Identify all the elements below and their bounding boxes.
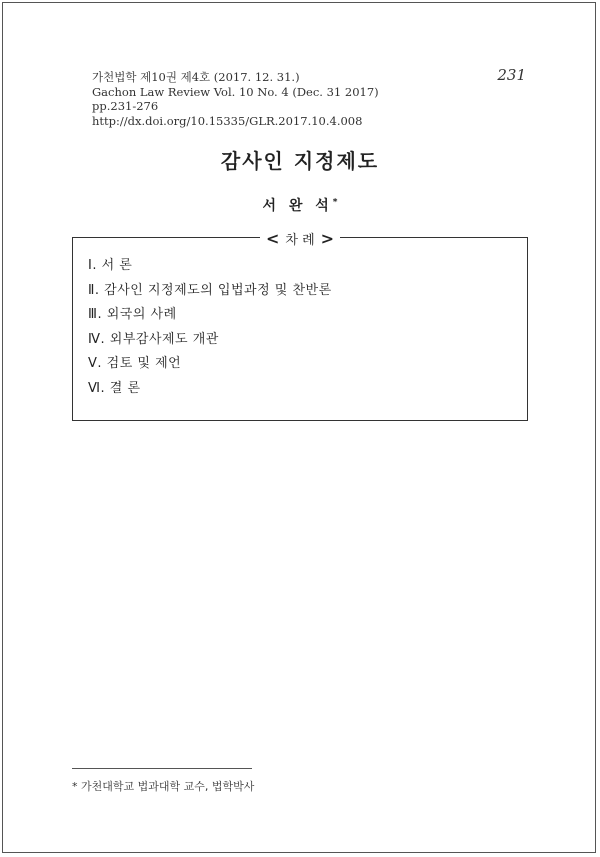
- toc-list: [88, 254, 332, 401]
- journal-issue-korean: 가천법학 제10권 제4호 (2017. 12. 31.): [92, 70, 300, 84]
- toc-item: Ⅰ. 서 론: [88, 258, 133, 273]
- doi-link[interactable]: http://dx.doi.org/10.15335/GLR.2017.10.4.008: [92, 113, 363, 128]
- left-angle-bracket-icon: <: [265, 228, 280, 248]
- toc-item: Ⅳ. 외부감사제도 개관: [88, 331, 219, 347]
- toc-heading: [0, 229, 600, 248]
- toc-item: Ⅵ. 결 론: [88, 380, 141, 396]
- page-number: 231: [497, 66, 526, 84]
- author-footnote-marker: *: [332, 197, 338, 208]
- journal-issue-english: Gachon Law Review Vol. 10 No. 4 (Dec. 31 2017): [92, 84, 379, 99]
- article-title: 감사인 지정제도: [220, 149, 380, 173]
- author: [0, 195, 600, 215]
- toc-item: Ⅱ. 감사인 지정제도의 입법과정 및 찬반론: [88, 282, 332, 298]
- page-range: pp.231-276: [92, 99, 159, 113]
- author-footnote: * 가천대학교 법과대학 교수, 법학박사: [72, 780, 255, 793]
- toc-item: Ⅴ. 검토 및 제언: [88, 356, 182, 371]
- author-name: 서 완 석: [262, 198, 333, 214]
- page-border: [2, 2, 596, 853]
- right-angle-bracket-icon: >: [320, 228, 335, 248]
- toc-heading-label: 차 례: [285, 233, 315, 248]
- footnote-divider: [72, 768, 252, 769]
- journal-header: [92, 70, 379, 128]
- toc-item: Ⅲ. 외국의 사례: [88, 307, 177, 322]
